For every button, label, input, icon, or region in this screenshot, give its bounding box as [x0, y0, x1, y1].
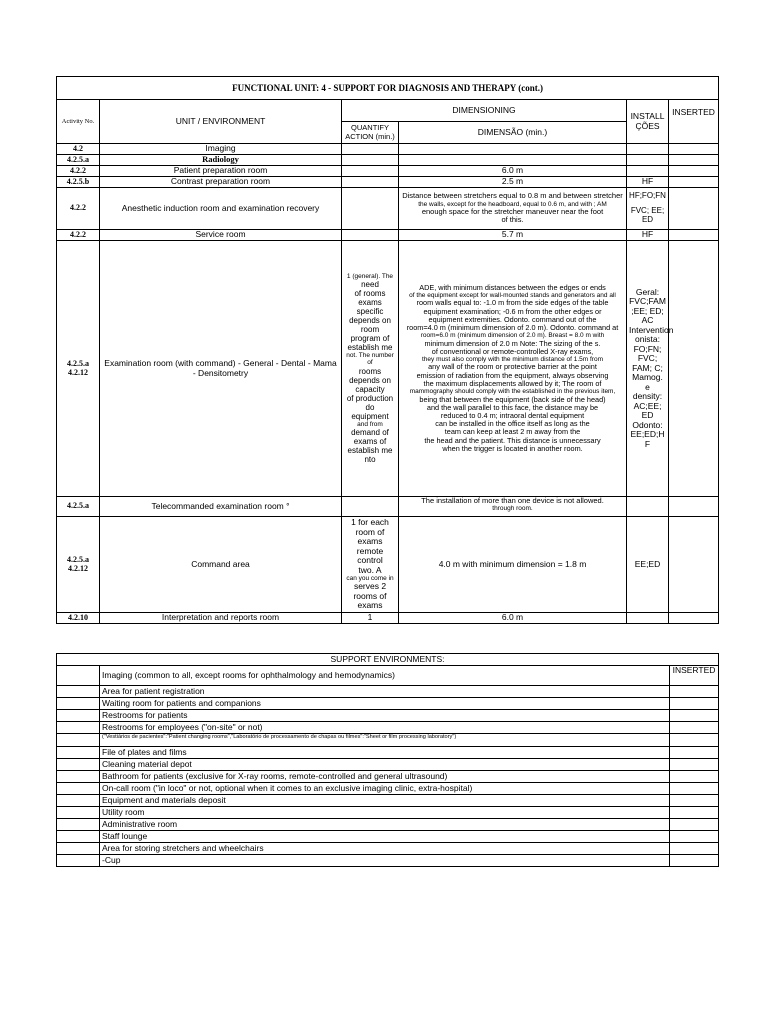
table-row: 4.2.2 Anesthetic induction room and examination recovery Distance between stretchers equal to 0.8 m and between stretcher the walls, except for the headboard, equal to 0.6 m, and with ; AM enough space for the stretcher maneuver near the foot of this. HF;FO;FN FVC; EE; ED: [57, 188, 719, 230]
header-dimensioning: DIMENSIONING: [342, 100, 627, 122]
table-row: 4.2.2 Service room 5.7 m HF: [57, 230, 719, 241]
list-item: Restrooms for patients: [100, 710, 670, 722]
table-row: 4.2 Imaging: [57, 144, 719, 155]
header-activity-no: Activity No.: [57, 100, 100, 144]
header-inserted: INSERTED: [669, 100, 719, 144]
list-item: On-call room ("in loco" or not, optional when it comes to an exclusive imaging clinic, extra-hospital): [100, 783, 670, 795]
list-item: Imaging (common to all, except rooms for ophthalmology and hemodynamics): [100, 666, 670, 686]
table-row: 4.2.5.a Radiology: [57, 155, 719, 166]
header-installations: INSTALL ÇÕES: [627, 100, 669, 144]
list-item: Restrooms for employees ("on-site" or not): [100, 722, 670, 734]
header-unit-environment: UNIT / ENVIRONMENT: [100, 100, 342, 144]
table-row: 4.2.5.a 4.2.12 Command area 1 for each room of exams remote control two. A can you come in serves 2 rooms of exams 4.0 m with minimum dimension = 1.8 m EE;ED: [57, 517, 719, 613]
list-item: Area for patient registration: [100, 686, 670, 698]
table-row: 4.2.2 Patient preparation room 6.0 m: [57, 166, 719, 177]
table-row: 4.2.10 Interpretation and reports room 1 6.0 m: [57, 613, 719, 624]
list-item: -Cup: [100, 855, 670, 867]
functional-unit-table: [56, 76, 719, 624]
table-row: 4.2.5.a Telecommanded examination room ° The installation of more than one device is not allowed. through room.: [57, 497, 719, 517]
list-item: Area for storing stretchers and wheelchairs: [100, 843, 670, 855]
support-environments-table: [56, 653, 719, 867]
list-item: Utility room: [100, 807, 670, 819]
list-item: Equipment and materials deposit: [100, 795, 670, 807]
list-item: Waiting room for patients and companions: [100, 698, 670, 710]
table-row: 4.2.5.b Contrast preparation room 2.5 m HF: [57, 177, 719, 188]
list-item: File of plates and films: [100, 747, 670, 759]
support-inserted-header: INSERTED: [670, 666, 719, 686]
list-item: Bathroom for patients (exclusive for X-ray rooms, remote-controlled and general ultrasound): [100, 771, 670, 783]
support-title: SUPPORT ENVIRONMENTS:: [57, 654, 719, 666]
header-dimensao: DIMENSÃO (min.): [399, 122, 627, 144]
list-item: ("Vestiários de pacientes":"Patient changing rooms","Laboratório de processamento de chapas ou filmes":"Sheet or film processing laboratory"): [100, 734, 670, 747]
list-item: Staff lounge: [100, 831, 670, 843]
list-item: Cleaning material depot: [100, 759, 670, 771]
list-item: Administrative room: [100, 819, 670, 831]
table-row: 4.2.5.a 4.2.12 Examination room (with command) - General - Dental - Mama - Densitometry 1 (general). The need of rooms exams specific depends on room program of establish me not. The number of rooms depends on capacity of production do equipment and from demand of exams of establish me nto ADE, with minimum distances between the edges or ends of the equipment except for wall-mounted stands and generators and all room walls equal to: -1.0 m from the side edges of the table equipment examination; -0.6 m from the other edges or equipment extremities. Odonto. command out of the room=4.0 m (minimum dimension of 2.0 m). Odonto. command at room=6.0 m (minimum dimension of 2.0 m). Breast = 8.0 m with minimum dimension of 2.0 m Note: The sizing of the s. of conventional or remote-controlled X-ray exams, they must also comply with the minimum distance of 1.5m from any wall of the room or protective barrier at the point emission of radiation from the equipment, always observing the maximum displacements allowed by it; The room of mammography should comply with the established in the previous item, being that between the equipment (back side of the head) and the wall parallel to this face, the distance may be reduced to 0.4 m; intraoral dental equipment can be installed in the office itself as long as the team can keep at least 2 m away from the the head and the patient. This distance is unnecessary when the trigger is located in another room. Geral: FVC;FAM ;EE; ED; AC Intervention onista: FO;FN; FVC; FAM; C; Mamog. e density: AC;EE; ED Odonto: EE;ED;H F: [57, 241, 719, 497]
table-title: FUNCTIONAL UNIT: 4 - SUPPORT FOR DIAGNOSIS AND THERAPY (cont.): [57, 77, 719, 100]
header-quantify-action: QUANTIFY ACTION (min.): [342, 122, 399, 144]
